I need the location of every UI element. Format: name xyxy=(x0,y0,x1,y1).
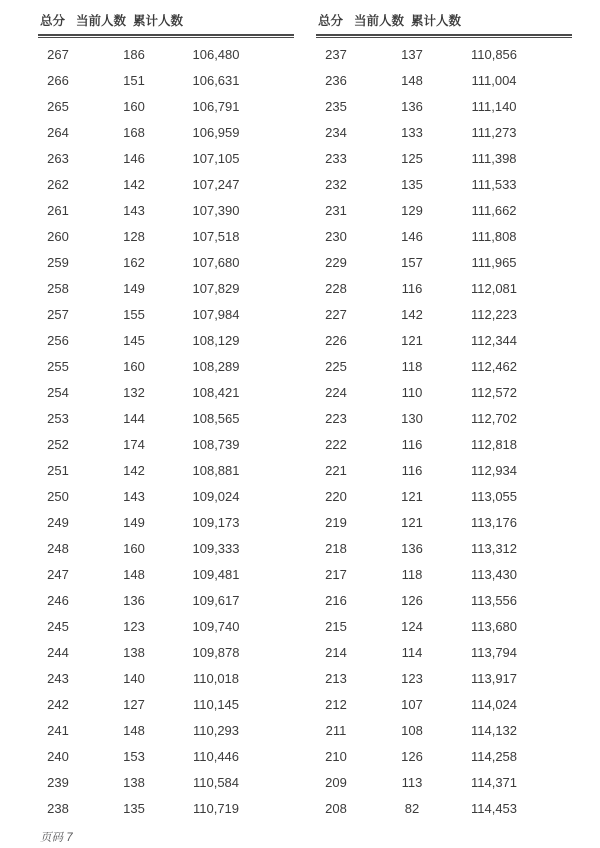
cumulative-cell: 114,024 xyxy=(470,696,518,712)
count-cell: 136 xyxy=(401,540,423,556)
table-row xyxy=(316,41,572,67)
score-cell: 259 xyxy=(47,254,69,270)
score-cell: 214 xyxy=(325,644,347,660)
count-cell: 126 xyxy=(401,592,423,608)
table-row xyxy=(38,769,294,795)
score-cell: 262 xyxy=(47,176,69,192)
count-cell: 157 xyxy=(401,254,423,270)
cumulative-cell: 109,740 xyxy=(192,618,240,634)
score-cell: 237 xyxy=(325,46,347,62)
count-cell: 155 xyxy=(123,306,145,322)
table-row xyxy=(316,93,572,119)
count-cell: 127 xyxy=(123,696,145,712)
cumulative-cell: 112,934 xyxy=(470,462,518,478)
score-cell: 220 xyxy=(325,488,347,504)
count-cell: 114 xyxy=(401,644,423,660)
score-cell: 245 xyxy=(47,618,69,634)
table-row xyxy=(316,795,572,821)
score-cell: 228 xyxy=(325,280,347,296)
score-cell: 218 xyxy=(325,540,347,556)
cumulative-cell: 108,421 xyxy=(192,384,240,400)
cumulative-cell: 107,105 xyxy=(192,150,240,166)
table-row xyxy=(38,93,294,119)
table-row xyxy=(316,249,572,275)
table-row xyxy=(38,717,294,743)
count-cell: 133 xyxy=(401,124,423,140)
table-row xyxy=(38,483,294,509)
count-cell: 136 xyxy=(123,592,145,608)
cumulative-cell: 112,462 xyxy=(470,358,518,374)
score-cell: 267 xyxy=(47,46,69,62)
cumulative-cell: 111,398 xyxy=(471,150,517,166)
table-header xyxy=(38,6,294,31)
table-row xyxy=(38,795,294,821)
table-row xyxy=(38,145,294,171)
score-cell: 260 xyxy=(47,228,69,244)
count-cell: 143 xyxy=(123,488,145,504)
score-cell: 215 xyxy=(325,618,347,634)
table-row xyxy=(316,327,572,353)
table-row xyxy=(316,613,572,639)
cumulative-cell: 112,223 xyxy=(470,306,518,322)
cumulative-cell: 106,959 xyxy=(192,124,240,140)
count-cell: 108 xyxy=(401,722,423,738)
cumulative-cell: 109,481 xyxy=(192,566,240,582)
score-cell: 256 xyxy=(47,332,69,348)
cumulative-cell: 111,662 xyxy=(471,202,517,218)
count-cell: 125 xyxy=(401,150,423,166)
cumulative-cell: 109,617 xyxy=(192,592,240,608)
table-row xyxy=(38,171,294,197)
score-cell: 246 xyxy=(47,592,69,608)
score-cell: 230 xyxy=(325,228,347,244)
table-row xyxy=(316,223,572,249)
cumulative-cell: 108,881 xyxy=(192,462,240,478)
cumulative-cell: 114,453 xyxy=(470,800,518,816)
cumulative-cell: 109,333 xyxy=(192,540,240,556)
table-row xyxy=(38,561,294,587)
cumulative-cell: 109,173 xyxy=(192,514,240,530)
score-table-right xyxy=(316,6,572,821)
cumulative-cell: 112,081 xyxy=(470,280,518,296)
score-cell: 226 xyxy=(325,332,347,348)
table-row xyxy=(316,587,572,613)
count-cell: 140 xyxy=(123,670,145,686)
score-cell: 229 xyxy=(325,254,347,270)
score-cell: 225 xyxy=(325,358,347,374)
score-cell: 261 xyxy=(47,202,69,218)
table-row xyxy=(38,509,294,535)
score-cell: 252 xyxy=(47,436,69,452)
score-cell: 247 xyxy=(47,566,69,582)
table-header xyxy=(316,6,572,31)
header-score: 总分 xyxy=(40,14,66,28)
count-cell: 82 xyxy=(404,800,420,816)
table-row xyxy=(38,67,294,93)
score-cell: 233 xyxy=(325,150,347,166)
cumulative-cell: 106,791 xyxy=(192,98,240,114)
table-row xyxy=(316,769,572,795)
table-row xyxy=(38,587,294,613)
score-cell: 266 xyxy=(47,72,69,88)
count-cell: 124 xyxy=(401,618,423,634)
count-cell: 130 xyxy=(401,410,423,426)
score-cell: 250 xyxy=(47,488,69,504)
cumulative-cell: 106,631 xyxy=(192,72,240,88)
cumulative-cell: 109,024 xyxy=(192,488,240,504)
cumulative-cell: 114,258 xyxy=(470,748,518,764)
cumulative-cell: 112,702 xyxy=(470,410,518,426)
table-row xyxy=(38,353,294,379)
count-cell: 128 xyxy=(123,228,145,244)
count-cell: 160 xyxy=(123,540,145,556)
score-cell: 219 xyxy=(325,514,347,530)
header-count: 当前人数 xyxy=(354,14,405,28)
cumulative-cell: 108,129 xyxy=(192,332,240,348)
table-row xyxy=(316,483,572,509)
count-cell: 138 xyxy=(123,644,145,660)
count-cell: 110 xyxy=(401,384,423,400)
score-cell: 217 xyxy=(325,566,347,582)
score-cell: 243 xyxy=(47,670,69,686)
table-row xyxy=(316,379,572,405)
count-cell: 135 xyxy=(401,176,423,192)
score-cell: 224 xyxy=(325,384,347,400)
score-cell: 216 xyxy=(325,592,347,608)
count-cell: 168 xyxy=(123,124,145,140)
table-row xyxy=(38,405,294,431)
count-cell: 121 xyxy=(401,488,423,504)
score-cell: 248 xyxy=(47,540,69,556)
cumulative-cell: 114,132 xyxy=(470,722,518,738)
count-cell: 151 xyxy=(123,72,145,88)
cumulative-cell: 110,719 xyxy=(192,800,240,816)
cumulative-cell: 110,145 xyxy=(192,696,240,712)
score-cell: 222 xyxy=(325,436,347,452)
score-cell: 258 xyxy=(47,280,69,296)
score-cell: 244 xyxy=(47,644,69,660)
table-row xyxy=(316,665,572,691)
table-row xyxy=(38,535,294,561)
cumulative-cell: 113,176 xyxy=(470,514,518,530)
table-body xyxy=(316,41,572,821)
table-row xyxy=(316,275,572,301)
table-row xyxy=(38,41,294,67)
count-cell: 118 xyxy=(401,358,423,374)
cumulative-cell: 110,584 xyxy=(192,774,240,790)
count-cell: 146 xyxy=(401,228,423,244)
score-cell: 251 xyxy=(47,462,69,478)
header-double-rule xyxy=(38,34,294,38)
count-cell: 146 xyxy=(123,150,145,166)
table-row xyxy=(316,639,572,665)
count-cell: 135 xyxy=(123,800,145,816)
table-row xyxy=(38,431,294,457)
count-cell: 143 xyxy=(123,202,145,218)
score-cell: 235 xyxy=(325,98,347,114)
score-table-left xyxy=(38,6,294,821)
table-row xyxy=(316,691,572,717)
header-cumulative: 累计人数 xyxy=(411,14,462,28)
table-row xyxy=(38,119,294,145)
count-cell: 149 xyxy=(123,280,145,296)
table-row xyxy=(316,145,572,171)
count-cell: 148 xyxy=(123,566,145,582)
table-row xyxy=(316,457,572,483)
count-cell: 160 xyxy=(123,358,145,374)
score-distribution-tables xyxy=(38,6,600,821)
header-double-rule xyxy=(316,34,572,38)
table-row xyxy=(38,301,294,327)
score-cell: 242 xyxy=(47,696,69,712)
header-cumulative: 累计人数 xyxy=(133,14,184,28)
cumulative-cell: 111,140 xyxy=(471,98,517,114)
cumulative-cell: 106,480 xyxy=(192,46,240,62)
score-cell: 264 xyxy=(47,124,69,140)
table-row xyxy=(38,457,294,483)
table-row xyxy=(316,509,572,535)
page-number-label: 页码 7 xyxy=(40,832,73,844)
score-cell: 239 xyxy=(47,774,69,790)
count-cell: 142 xyxy=(401,306,423,322)
score-cell: 213 xyxy=(325,670,347,686)
count-cell: 123 xyxy=(123,618,145,634)
table-row xyxy=(316,717,572,743)
cumulative-cell: 108,289 xyxy=(192,358,240,374)
count-cell: 142 xyxy=(123,462,145,478)
table-row xyxy=(38,275,294,301)
count-cell: 160 xyxy=(123,98,145,114)
cumulative-cell: 110,293 xyxy=(192,722,240,738)
score-cell: 257 xyxy=(47,306,69,322)
table-row xyxy=(316,67,572,93)
header-score: 总分 xyxy=(318,14,344,28)
count-cell: 126 xyxy=(401,748,423,764)
score-cell: 238 xyxy=(47,800,69,816)
table-row xyxy=(38,223,294,249)
cumulative-cell: 107,829 xyxy=(192,280,240,296)
cumulative-cell: 113,556 xyxy=(470,592,518,608)
count-cell: 174 xyxy=(123,436,145,452)
count-cell: 145 xyxy=(123,332,145,348)
score-cell: 212 xyxy=(325,696,347,712)
table-row xyxy=(316,301,572,327)
score-cell: 241 xyxy=(47,722,69,738)
cumulative-cell: 111,965 xyxy=(471,254,517,270)
cumulative-cell: 113,680 xyxy=(470,618,518,634)
table-row xyxy=(316,535,572,561)
cumulative-cell: 113,055 xyxy=(470,488,518,504)
header-count: 当前人数 xyxy=(76,14,127,28)
table-row xyxy=(38,639,294,665)
score-cell: 253 xyxy=(47,410,69,426)
score-cell: 231 xyxy=(325,202,347,218)
cumulative-cell: 107,984 xyxy=(192,306,240,322)
count-cell: 153 xyxy=(123,748,145,764)
count-cell: 118 xyxy=(401,566,423,582)
cumulative-cell: 111,808 xyxy=(471,228,517,244)
cumulative-cell: 110,446 xyxy=(192,748,240,764)
table-row xyxy=(38,743,294,769)
score-cell: 255 xyxy=(47,358,69,374)
count-cell: 113 xyxy=(401,774,423,790)
table-row xyxy=(316,405,572,431)
score-cell: 211 xyxy=(325,722,347,738)
cumulative-cell: 113,794 xyxy=(470,644,518,660)
cumulative-cell: 112,818 xyxy=(470,436,518,452)
table-row xyxy=(316,197,572,223)
cumulative-cell: 109,878 xyxy=(192,644,240,660)
cumulative-cell: 113,312 xyxy=(470,540,518,556)
count-cell: 132 xyxy=(123,384,145,400)
score-cell: 240 xyxy=(47,748,69,764)
cumulative-cell: 107,680 xyxy=(192,254,240,270)
table-row xyxy=(316,431,572,457)
score-cell: 223 xyxy=(325,410,347,426)
table-row xyxy=(316,561,572,587)
cumulative-cell: 108,739 xyxy=(192,436,240,452)
table-row xyxy=(316,743,572,769)
cumulative-cell: 112,572 xyxy=(470,384,518,400)
cumulative-cell: 107,247 xyxy=(192,176,240,192)
table-row xyxy=(38,691,294,717)
score-cell: 208 xyxy=(325,800,347,816)
cumulative-cell: 113,917 xyxy=(470,670,518,686)
count-cell: 129 xyxy=(401,202,423,218)
score-cell: 236 xyxy=(325,72,347,88)
count-cell: 138 xyxy=(123,774,145,790)
count-cell: 162 xyxy=(123,254,145,270)
cumulative-cell: 107,390 xyxy=(192,202,240,218)
cumulative-cell: 111,533 xyxy=(471,176,517,192)
score-cell: 249 xyxy=(47,514,69,530)
cumulative-cell: 111,273 xyxy=(471,124,517,140)
table-row xyxy=(316,171,572,197)
count-cell: 148 xyxy=(123,722,145,738)
cumulative-cell: 114,371 xyxy=(470,774,518,790)
count-cell: 116 xyxy=(401,280,423,296)
count-cell: 121 xyxy=(401,332,423,348)
table-row xyxy=(38,613,294,639)
table-row xyxy=(316,353,572,379)
score-cell: 265 xyxy=(47,98,69,114)
count-cell: 123 xyxy=(401,670,423,686)
table-row xyxy=(38,327,294,353)
cumulative-cell: 108,565 xyxy=(192,410,240,426)
score-cell: 209 xyxy=(325,774,347,790)
count-cell: 137 xyxy=(401,46,423,62)
score-cell: 234 xyxy=(325,124,347,140)
count-cell: 136 xyxy=(401,98,423,114)
count-cell: 121 xyxy=(401,514,423,530)
count-cell: 148 xyxy=(401,72,423,88)
table-row xyxy=(38,197,294,223)
table-body xyxy=(38,41,294,821)
score-cell: 221 xyxy=(325,462,347,478)
cumulative-cell: 111,004 xyxy=(471,72,517,88)
cumulative-cell: 110,856 xyxy=(470,46,518,62)
score-cell: 263 xyxy=(47,150,69,166)
cumulative-cell: 113,430 xyxy=(470,566,518,582)
cumulative-cell: 112,344 xyxy=(470,332,518,348)
score-cell: 254 xyxy=(47,384,69,400)
count-cell: 116 xyxy=(401,462,423,478)
table-row xyxy=(38,665,294,691)
table-row xyxy=(38,249,294,275)
count-cell: 149 xyxy=(123,514,145,530)
table-row xyxy=(316,119,572,145)
score-cell: 210 xyxy=(325,748,347,764)
cumulative-cell: 107,518 xyxy=(192,228,240,244)
score-cell: 227 xyxy=(325,306,347,322)
count-cell: 144 xyxy=(123,410,145,426)
cumulative-cell: 110,018 xyxy=(192,670,240,686)
score-cell: 232 xyxy=(325,176,347,192)
table-row xyxy=(38,379,294,405)
count-cell: 142 xyxy=(123,176,145,192)
count-cell: 107 xyxy=(401,696,423,712)
count-cell: 116 xyxy=(401,436,423,452)
count-cell: 186 xyxy=(123,46,145,62)
